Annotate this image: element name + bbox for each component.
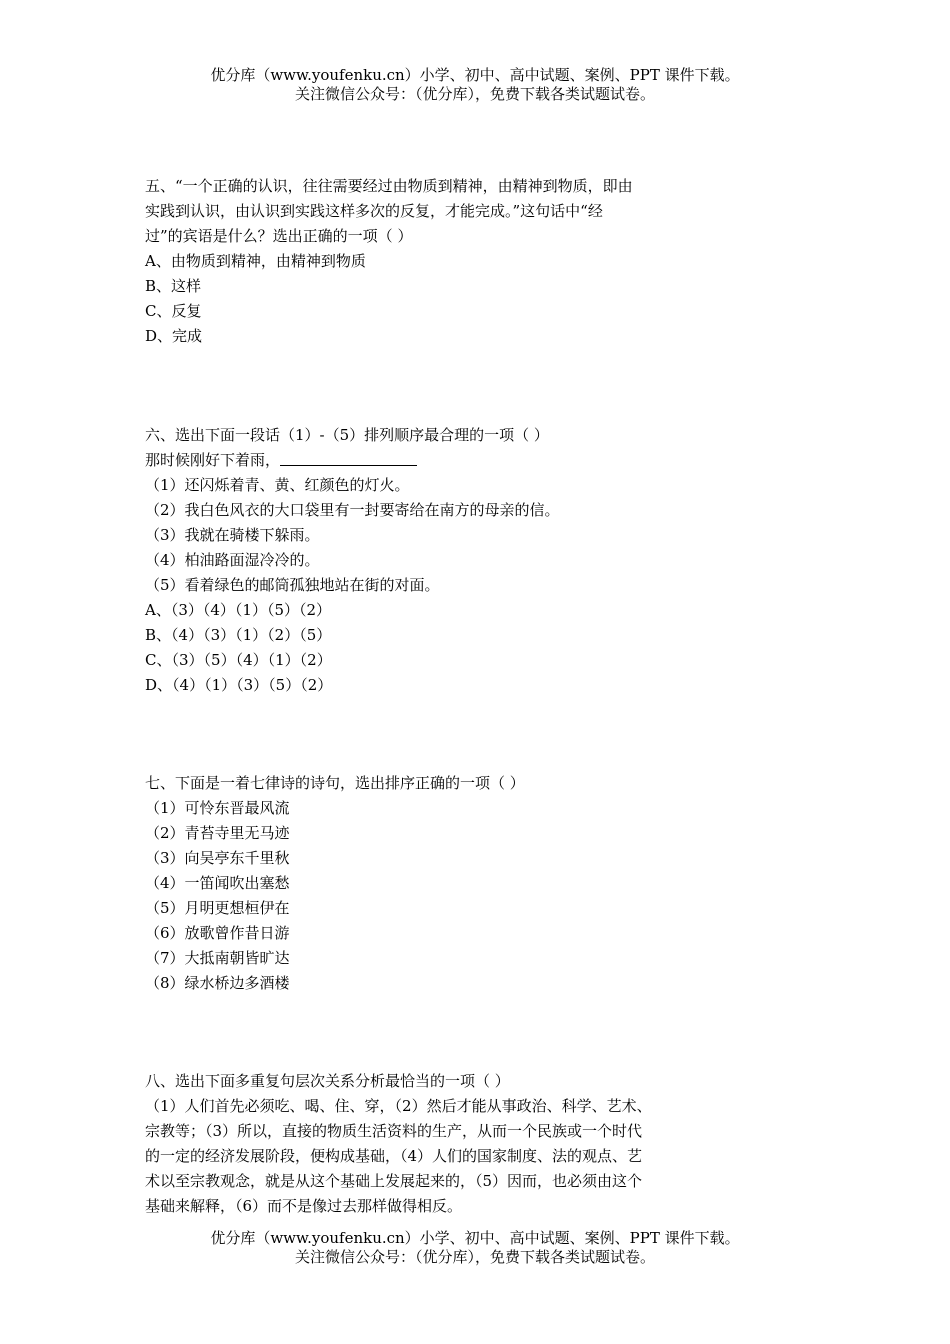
- question-5-stem-line-1: 五、“一个正确的认识，往往需要经过由物质到精神，由精神到物质，即由: [145, 177, 633, 195]
- question-7-item-2: （2）青苔寺里无马迹: [145, 824, 290, 842]
- question-8-text-line-5: 基础来解释，（6）而不是像过去那样做得相反。: [145, 1197, 463, 1215]
- question-6-option-d: D、（4）（1）（3）（5）（2）: [145, 676, 333, 694]
- question-8-text-line-2: 宗教等；（3）所以，直接的物质生活资料的生产，从而一个民族或一个时代: [145, 1122, 643, 1140]
- question-5-option-b: B、这样: [145, 277, 202, 295]
- question-5-option-d: D、完成: [145, 327, 203, 345]
- question-5: [145, 174, 725, 349]
- question-6-item-4: （4）柏油路面湿冷冷的。: [145, 551, 320, 569]
- question-6-item-2: （2）我白色风衣的大口袋里有一封要寄给在南方的母亲的信。: [145, 501, 560, 519]
- question-6-item-5: （5）看着绿色的邮筒孤独地站在街的对面。: [145, 576, 440, 594]
- question-8-stem: 八、选出下面多重复句层次关系分析最恰当的一项（ ）: [145, 1072, 510, 1090]
- question-7-item-5: （5）月明更想桓伊在: [145, 899, 290, 917]
- fill-in-blank: [280, 451, 417, 466]
- question-6-item-1: （1）还闪烁着青、黄、红颜色的灯火。: [145, 476, 410, 494]
- question-8-text-line-4: 术以至宗教观念，就是从这个基础上发展起来的，（5）因而，也必须由这个: [145, 1172, 643, 1190]
- question-5-option-a: A、由物质到精神，由精神到物质: [145, 252, 366, 270]
- question-5-stem-line-3: 过”的宾语是什么？选出正确的一项（ ）: [145, 227, 413, 245]
- question-8-text-line-1: （1）人们首先必须吃、喝、住、穿，（2）然后才能从事政治、科学、艺术、: [145, 1097, 652, 1115]
- question-7-item-7: （7）大抵南朝皆旷达: [145, 949, 290, 967]
- question-8-text-line-3: 的一定的经济发展阶段，便构成基础，（4）人们的国家制度、法的观点、艺: [145, 1147, 643, 1165]
- page-header: [0, 66, 950, 104]
- question-7-item-6: （6）放歌曾作昔日游: [145, 924, 290, 942]
- question-5-option-c: C、反复: [145, 302, 202, 320]
- question-6-option-b: B、（4）（3）（1）（2）（5）: [145, 626, 332, 644]
- footer-line-2: 关注微信公众号：（优分库），免费下载各类试题试卷。: [294, 1248, 655, 1266]
- question-7-item-8: （8）绿水桥边多酒楼: [145, 974, 290, 992]
- question-6-option-a: A、（3）（4）（1）（5）（2）: [145, 601, 332, 619]
- question-6-option-c: C、（3）（5）（4）（1）（2）: [145, 651, 332, 669]
- question-7-item-1: （1）可怜东晋最风流: [145, 799, 290, 817]
- question-6-item-3: （3）我就在骑楼下躲雨。: [145, 526, 320, 544]
- question-6: [145, 423, 725, 698]
- question-6-stem: 六、选出下面一段话（1）-（5）排列顺序最合理的一项（ ）: [145, 426, 549, 444]
- footer-line-1: 优分库（www.youfenku.cn）小学、初中、高中试题、案例、PPT 课件下载。: [210, 1229, 740, 1247]
- question-7: [145, 771, 725, 996]
- question-6-lead: [145, 448, 725, 473]
- page-footer: [0, 1229, 950, 1267]
- question-8: [145, 1069, 725, 1219]
- question-6-lead-text: 那时候刚好下着雨，: [145, 451, 281, 469]
- header-line-2: 关注微信公众号：（优分库），免费下载各类试题试卷。: [294, 85, 655, 103]
- question-7-item-4: （4）一笛闻吹出塞愁: [145, 874, 290, 892]
- question-7-stem: 七、下面是一着七律诗的诗句，选出排序正确的一项（ ）: [145, 774, 525, 792]
- question-5-stem-line-2: 实践到认识，由认识到实践这样多次的反复，才能完成。”这句话中“经: [145, 202, 603, 220]
- question-7-item-3: （3）向吴亭东千里秋: [145, 849, 290, 867]
- header-line-1: 优分库（www.youfenku.cn）小学、初中、高中试题、案例、PPT 课件下载。: [210, 66, 740, 84]
